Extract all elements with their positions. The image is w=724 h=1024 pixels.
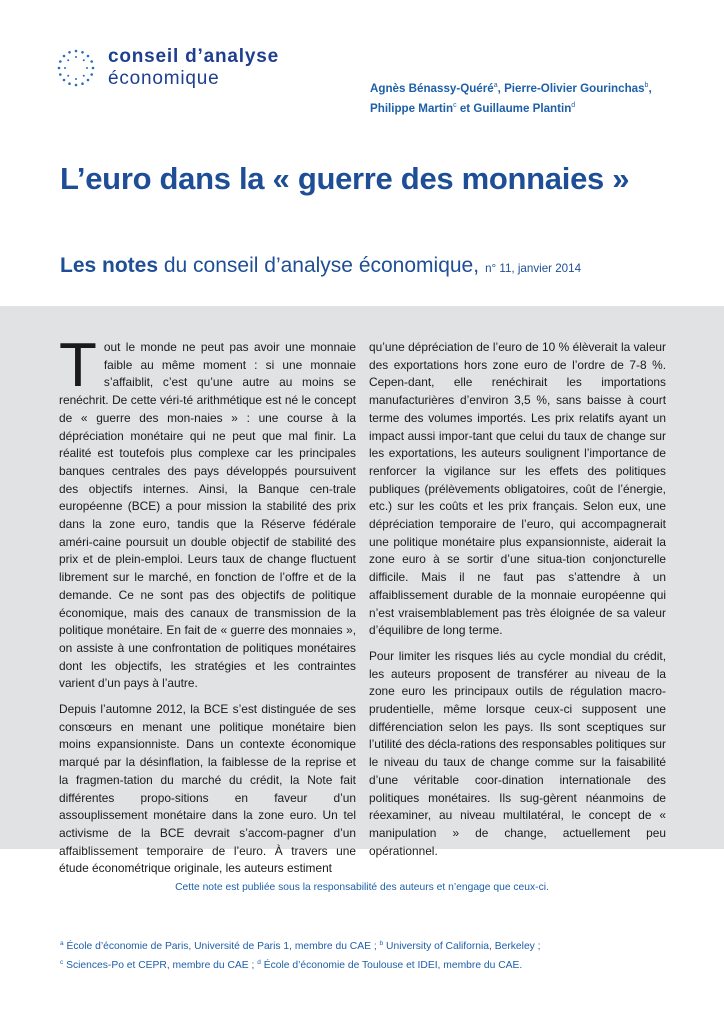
footnote-text: École d’économie de Paris, Université de Paris 1, membre du CAE ;: [63, 941, 380, 952]
footnote-mark: b: [379, 940, 384, 947]
summary-paragraph: qu’une dépréciation de l’euro de 10 % élèverait la valeur des exportations hors zone euro de l’ordre de 7-8 %. Cepen-dant, elle renéchirait les importations manufacturières d’environ 3,5 %, sans baisse à court terme des volumes importés. Les prix relatifs ayant un impact aussi impor-tant que celui du taux de change sur les exportations, les auteurs soulignent l’importance de renforcer la vigilance sur les effets des politiques publiques (prélèvements obligatoires, coût de l’énergie, etc.) sur les coûts et les prix français. Selon eux, une dépréciation temporaire de l’euro, qui accompagnerait une politique monétaire plus expansionniste, aiderait la zone euro à se sortir d’une situa-tion conjoncturelle difficile. Mais il ne faut pas s’attendre à un affaiblissement durable de la monnaie européenne qui n’est vraisemblablement pas très éloignée de sa valeur d’équilibre de long terme.: [369, 340, 666, 638]
issue-number: n° 11, janvier 2014: [485, 262, 582, 275]
logo-line-2: économique: [108, 68, 220, 89]
responsibility-disclaimer: Cette note est publiée sous la responsabilité des auteurs et n’engage que ceux-ci.: [175, 882, 549, 893]
logo-wordmark: [108, 46, 279, 90]
author-name: Philippe Martin: [370, 102, 454, 115]
affiliation-footnotes: [60, 936, 541, 973]
author-affiliation-mark: c: [453, 102, 457, 109]
series-line: [60, 254, 581, 278]
summary-column-left: [59, 331, 356, 886]
dotted-circle-logo-icon: [56, 48, 96, 88]
footnote-line-1: [60, 936, 541, 955]
author-name: Agnès Bénassy-Quéré: [370, 82, 494, 95]
author-affiliation-mark: d: [571, 102, 576, 109]
author-line-1: [370, 77, 700, 97]
author-affiliation-mark: a: [493, 82, 498, 89]
footnote-mark: c: [60, 958, 64, 966]
summary-paragraph: Pour limiter les risques liés au cycle mondial du crédit, les auteurs proposent de transférer au niveau de la zone euro les principaux outils de régulation macro-prudentielle, même lorsque ceux-ci supposent une différenciation selon les pays. Ils sont sceptiques sur l’utilité des décla-rations des responsables politiques sur le niveau du taux de change comme sur la faisabilité d’une véritable coor-dination internationale des politiques monétaires. Ils sug-gèrent néanmoins de réexaminer, au niveau multilatéral, le concept de « manipulation » de change, actuellement peu opérationnel.: [369, 648, 666, 858]
author-affiliation-mark: b: [644, 82, 649, 89]
summary-paragraph: [59, 331, 356, 693]
footnote-text: University of California, Berkeley ;: [383, 941, 541, 952]
author-separator: et: [456, 102, 474, 115]
series-publisher: du conseil d’analyse économique,: [158, 254, 480, 277]
summary-column-right: [369, 339, 666, 868]
footnote-text: Sciences-Po et CEPR, membre du CAE ;: [63, 959, 258, 971]
footnote-mark: a: [60, 940, 64, 947]
author-separator: ,: [648, 82, 652, 95]
author-line-2: [370, 97, 700, 117]
author-separator: ,: [497, 82, 505, 95]
author-list: [370, 77, 700, 117]
summary-paragraph: Depuis l’automne 2012, la BCE s’est distinguée de ses consœurs en menant une politique monétaire bien moins expansionniste. Dans un contexte économique marqué par la désinflation, la faiblesse de la reprise et la fragmen-tation du marché du crédit, la Note fait différentes propo-sitions en faveur d’un assouplissement monétaire dans la zone euro. Un tel activisme de la BCE devrait s’accom-pagner d’un affaiblissement temporaire de l’euro. À travers une étude économétrique originale, les auteurs estiment: [59, 702, 356, 876]
author-name: Pierre-Olivier Gourinchas: [504, 82, 645, 95]
paragraph-text: out le monde ne peut pas avoir une monnaie faible au même moment : si une monnaie s’affaiblit, c’est qu’une autre au moins se renéchrit. De cette véri-té arithmétique est né le concept de « guerre des mon-naies » : une course à la dépréciation monétaire qui ne peut que mal finir. La réalité est toutefois plus complexe car les principales banques centrales des pays développés poursuivent des objectifs internes. Ainsi, la Banque cen-trale européenne (BCE) a pour mission la stabilité des prix dans la zone euro, tandis que la Réserve fédérale améri-caine poursuit un double objectif de stabilité des prix et de plein-emploi. Leurs taux de change fluctuent librement sur le marché, en fonction de l’offre et de la demande. Ce ne sont pas des objectifs de politique économique, mais des canaux de transmission de la politique monétaire. En fait de « guerre des monnaies », on assiste à une confrontation de politiques monétaires dont les objectifs, les stratégies et les contraintes varient d’un pays à l’autre.: [59, 340, 356, 691]
author-name: Guillaume Plantin: [473, 102, 572, 115]
footnote-line-2: [60, 955, 541, 974]
footnote-text: École d’économie de Toulouse et IDEI, membre du CAE.: [260, 959, 523, 971]
footnote-mark: d: [257, 958, 261, 966]
drop-cap: T: [59, 331, 97, 400]
series-name: Les notes: [60, 254, 159, 277]
document-title: L’euro dans la « guerre des monnaies »: [60, 161, 630, 196]
logo-line-1: conseil d’analyse: [108, 46, 279, 67]
